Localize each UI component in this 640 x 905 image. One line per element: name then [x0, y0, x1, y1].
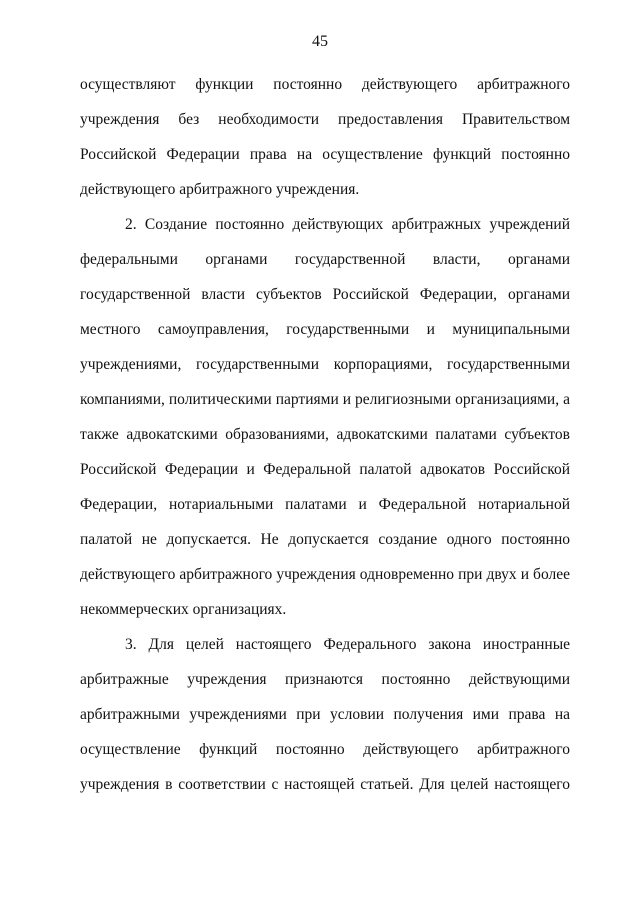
text-line: арбитражными учреждениями при условии получения ими права на	[80, 706, 570, 723]
text-line: также адвокатскими образованиями, адвокатскими палатами субъектов	[80, 426, 570, 443]
text-line: Федерации, нотариальными палатами и Федеральной нотариальной	[80, 496, 570, 513]
text-line: учреждения без необходимости предоставления Правительством	[80, 111, 570, 128]
text-line: палатой не допускается. Не допускается создание одного постоянно	[80, 531, 570, 548]
text-line: действующего арбитражного учреждения одновременно при двух и более	[80, 566, 570, 583]
text-line: компаниями, политическими партиями и религиозными организациями, а	[80, 391, 570, 408]
text-line: учреждения в соответствии с настоящей статьей. Для целей настоящего	[80, 776, 570, 793]
text-line: осуществляют функции постоянно действующего арбитражного	[80, 76, 570, 93]
text-line: Российской Федерации права на осуществление функций постоянно	[80, 146, 570, 163]
document-body	[80, 72, 570, 807]
text-line: федеральными органами государственной власти, органами	[80, 251, 570, 268]
paragraph-3-first-line: 3. Для целей настоящего Федерального закона иностранные	[125, 636, 570, 653]
text-line: действующего арбитражного учреждения.	[80, 181, 360, 198]
page-number: 45	[312, 33, 328, 50]
text-line: арбитражные учреждения признаются постоянно действующими	[80, 671, 570, 688]
text-line: учреждениями, государственными корпорациями, государственными	[80, 356, 570, 373]
paragraph-2-first-line: 2. Создание постоянно действующих арбитражных учреждений	[125, 216, 570, 233]
text-line: государственной власти субъектов Российской Федерации, органами	[80, 286, 570, 303]
text-line: некоммерческих организациях.	[80, 601, 287, 618]
text-line: Российской Федерации и Федеральной палатой адвокатов Российской	[80, 461, 570, 478]
text-line: осуществление функций постоянно действующего арбитражного	[80, 741, 570, 758]
text-line: местного самоуправления, государственными и муниципальными	[80, 321, 570, 338]
